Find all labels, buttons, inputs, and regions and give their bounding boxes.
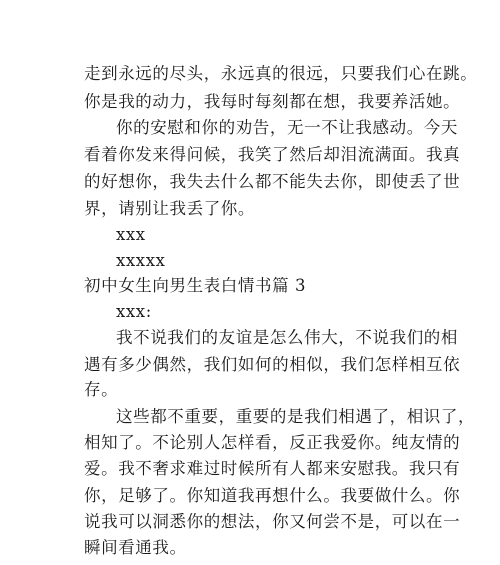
signature-line: xxx <box>116 225 146 244</box>
paragraph-first-line: 我不说我们的友谊是怎么伟大，不说我们的相 <box>116 328 458 347</box>
paragraph-first-line: 这些都不重要，重要的是我们相遇了，相识了， <box>116 407 476 426</box>
date-line: xxxxx <box>116 251 166 270</box>
text-line: 瞬间看通我。 <box>84 538 187 557</box>
section-heading: 初中女生向男生表白情书篇 3 <box>84 276 307 295</box>
text-line: 走到永远的尽头，永远真的很远，只要我们心在跳。 <box>84 64 478 83</box>
text-line: 爱。我不奢求难过时候所有人都来安慰我。我只有 <box>84 459 461 478</box>
paragraph-first-line: 你的安慰和你的劝告，无一不让我感动。今天 <box>116 118 458 137</box>
text-line: 看着你发来得问候，我笑了然后却泪流满面。我真 <box>84 145 461 164</box>
text-line: 你是我的动力，我每时每刻都在想，我要养活她。 <box>84 92 461 111</box>
text-line: 界，请别让我丢了你。 <box>84 199 255 218</box>
text-line: 说我可以洞悉你的想法，你又何尝不是，可以在一 <box>84 512 461 531</box>
text-line: 的好想你，我失去什么都不能失去你，即使丢了世 <box>84 172 461 191</box>
text-line: 存。 <box>84 380 119 399</box>
salutation-line: xxx: <box>116 302 152 321</box>
text-line: 遇有多少偶然，我们如何的相似，我们怎样相互依 <box>84 355 461 374</box>
text-line: 相知了。不论别人怎样看，反正我爱你。纯友情的 <box>84 433 461 452</box>
text-line: 你，足够了。你知道我再想什么。我要做什么。你 <box>84 486 461 505</box>
